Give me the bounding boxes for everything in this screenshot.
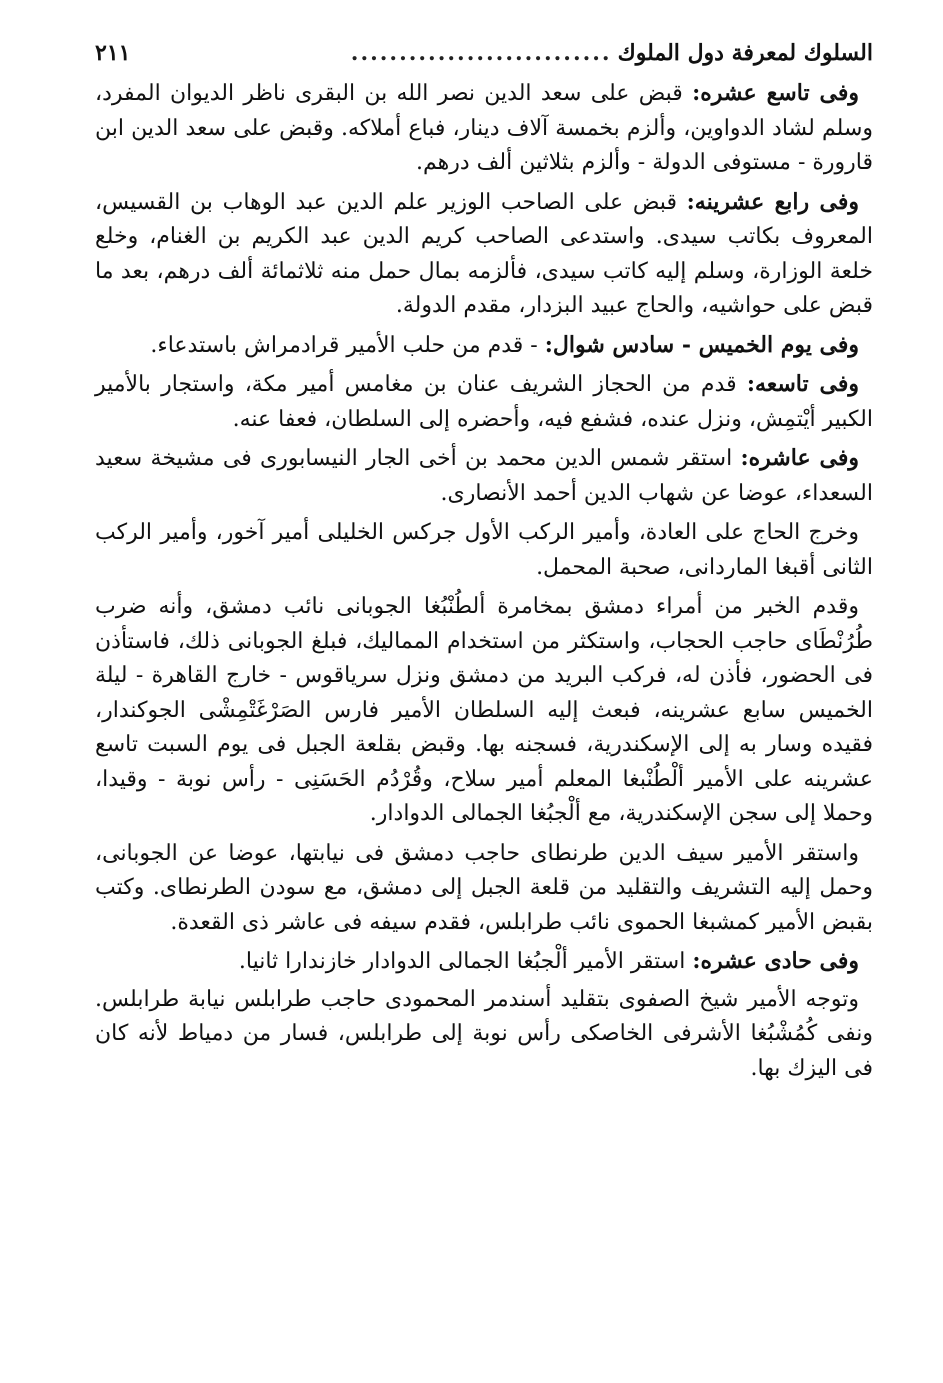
paragraph-tarantay-appointment	[95, 836, 873, 941]
paragraph-text: قبض على سعد الدين نصر الله بن البقرى ناظر الديوان المفرد، وسلم لشاد الدواوين، وألزم بخمسة آلاف دينار، فباع أملاكه. وقبض على سعد الدين ابن قارورة - مستوفى الدولة - وألزم بثلاثين ألف درهم.	[95, 81, 873, 175]
paragraph-hajj-departure	[95, 515, 873, 585]
paragraph-ninth	[95, 367, 873, 437]
paragraph-lead: وفى رابع عشرينه:	[686, 188, 859, 215]
paragraph-text: استقر الأمير ألْجبُغا الجمالى الدوادار خازندارا ثانيا.	[238, 949, 693, 974]
paragraph-text: وتوجه الأمير شيخ الصفوى بتقليد أسندمر المحمودى حاجب طرابلس نيابة طرابلس. ونفى كُمُشْبُغا الأشرفى الخاصكى رأس نوبة إلى طرابلس، فسار من دمياط لأنه كان فى اليزك بها.	[95, 986, 873, 1081]
paragraph-lead: وفى تاسع عشره:	[692, 80, 859, 106]
page-number: ٢١١	[95, 40, 131, 66]
header-leader-dots: ...........................	[350, 40, 612, 66]
paragraph-nineteenth	[95, 76, 873, 181]
running-header	[95, 40, 873, 66]
paragraph-text: قدم من الحجاز الشريف عنان بن مغامس أمير مكة، واستجار بالأمير الكبير أيْتمِش، ونزل عنده، فشفع فيه، وأحضره إلى السلطان، فعفا عنه.	[95, 372, 873, 432]
paragraph-twenty-fourth	[95, 185, 873, 324]
paragraph-tenth	[95, 441, 873, 511]
paragraph-lead: وفى حادى عشره:	[692, 948, 859, 974]
paragraph-thursday-shawwal	[95, 328, 873, 364]
paragraph-eleventh	[95, 944, 873, 980]
paragraph-text: وخرج الحاج على العادة، وأمير الركب الأول جركس الخليلى أمير آخور، وأمير الركب الثانى أقبغا الماردانى، صحبة المحمل.	[95, 520, 873, 580]
paragraph-lead: وفى تاسعه:	[746, 371, 859, 397]
paragraph-lead: وفى عاشره:	[740, 445, 860, 471]
paragraph-text: واستقر الأمير سيف الدين طرنطاى حاجب دمشق فى نيابتها، عوضا عن الجوبانى، وحمل إليه التشريف والتقليد من قلعة الجبل إلى دمشق، مع سودن الطرنطاى. وكتب بقبض الأمير كمشبغا الحموى نائب طرابلس، فقدم سيفه فى عاشر ذى القعدة.	[95, 840, 873, 935]
paragraph-lead: وفى يوم الخميس - سادس شوال:	[544, 331, 859, 358]
book-title: السلوك لمعرفة دول الملوك	[617, 40, 873, 66]
paragraph-tripoli	[95, 982, 873, 1087]
paragraph-text: قبض على الصاحب الوزير علم الدين عبد الوهاب بن القسيس، المعروف بكاتب سيدى. واستدعى الصاحب كريم الدين عبد الكريم بن الغنام، وخلع خلعة الوزارة، وسلم إليه كاتب سيدى، فألزمه بمال حمل منه ثلاثمائة ألف درهم، بعد ما قبض على حواشيه، والحاج عبيد البزدار، مقدم الدولة.	[95, 189, 873, 318]
paragraph-text: وقدم الخبر من أمراء دمشق بمخامرة ألطُنْبُغا الجوبانى نائب دمشق، وأنه ضرب طُرُنْطَاى حاجب الحجاب، واستكثر من استخدام المماليك، فبلغ الجوبانى ذلك، فاستأذن فى الحضور، فأذن له، فركب البريد من دمشق ونزل سرياقوس - خارج القاهرة - ليلة الخميس سابع عشرينه، فبعث إليه السلطان الأمير فارس الصَرْغَتْمِشْى الجوكندار، فقيده وسار به إلى الإسكندرية، فسجنه بها. وقبض بقلعة الجبل فى يوم السبت تاسع عشرينه على الأمير ألْطُنْبغا المعلم أمير سلاح، وقُرْدُم الحَسَنِى - رأس نوبة - وقيدا، وحملا إلى سجن الإسكندرية، مع ألْجبُغا الجمالى الدوادار.	[95, 594, 873, 826]
paragraph-text: - قدم من حلب الأمير قرادمراش باستدعاء.	[150, 332, 545, 358]
paragraph-damascus-news	[95, 589, 873, 832]
paragraph-text: استقر شمس الدين محمد بن أخى الجار النيسابورى فى مشيخة سعيد السعداء، عوضا عن شهاب الدين أحمد الأنصارى.	[95, 446, 873, 506]
